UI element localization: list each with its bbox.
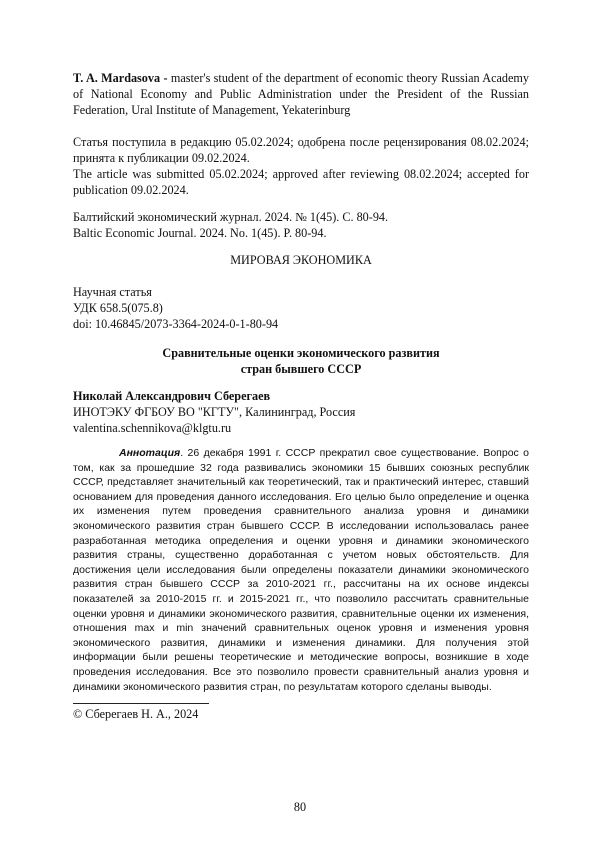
page-number: 80 bbox=[293, 800, 307, 814]
author-note-name: T. A. Mardasova - bbox=[73, 71, 168, 85]
author-note-text: master's student of the department of economic theory Russian Academy of National Economy and Public Administration under the President of the Russian Federation, Ural Institute of Management, Yekaterinburg bbox=[73, 71, 529, 117]
author-note bbox=[73, 70, 529, 118]
author-email: valentina.schennikova@klgtu.ru bbox=[73, 421, 232, 435]
dates-block bbox=[73, 134, 529, 198]
section-heading: МИРОВАЯ ЭКОНОМИКА bbox=[230, 253, 372, 267]
abstract-text: . 26 декабря 1991 г. СССР прекратил свое существование. Вопрос о том, как за прошедшие 32 года развивались экономики 15 бывших союзных республик СССР, представляет значительный как теоретический, так и практический интерес, ставший основанием для проведения данного исследования. Его целью было определение и оценка их изменения путем проведения сравнительного анализа уровня и динамики экономического развития стран бывшего СССР. В исследовании использовалась ранее разработанная методика определения и оценки уровня и динамики экономического развития страны, существенно доработанная с учетом новых обстоятельств. Для достижения цели исследования были определены показатели динамики экономического развития стран бывшего СССР за 2010-2021 гг., рассчитаны на их основе индексы показателей за 2010-2015 гг. и 2015-2021 гг., что позволило рассчитать сравнительные оценки уровня и динамики экономического развития, сравнительные оценки их изменения, отношения max и min значений сравнительных оценок уровня и изменения уровня экономического развития, динамики и изменения динамики. Для получения этой информации были решены теоретические и методические вопросы, возникшие в ходе проведения исследования. Все это позволило провести сравнительный анализ уровня и динамики экономического развития стран, по результатам которого сделаны выводы. bbox=[73, 447, 529, 693]
abstract-label: Аннотация bbox=[119, 447, 181, 459]
dates-en: The article was submitted 05.02.2024; approved after reviewing 08.02.2024; accepted for publication 09.02.2024. bbox=[73, 167, 529, 197]
article-type: Научная статья bbox=[73, 285, 152, 299]
journal-block bbox=[73, 209, 529, 241]
udk: УДК 658.5(075.8) bbox=[73, 301, 163, 315]
title-line-2: стран бывшего СССР bbox=[240, 362, 362, 376]
doi: doi: 10.46845/2073-3364-2024-0-1-80-94 bbox=[73, 317, 279, 331]
author-affiliation: ИНОТЭКУ ФГБОУ ВО "КГТУ", Калининград, Россия bbox=[73, 405, 356, 419]
journal-ru: Балтийский экономический журнал. 2024. № 1(45). С. 80-94. bbox=[73, 210, 389, 224]
title-line-1: Сравнительные оценки экономического развития bbox=[162, 346, 440, 360]
footnote-rule bbox=[73, 703, 209, 704]
copyright: © Сберегаев Н. А., 2024 bbox=[73, 707, 199, 721]
journal-en: Baltic Economic Journal. 2024. No. 1(45). P. 80-94. bbox=[73, 226, 327, 240]
author-name: Николай Александрович Сберегаев bbox=[73, 389, 271, 403]
article-title bbox=[73, 345, 529, 377]
abstract bbox=[73, 446, 529, 694]
author-block bbox=[73, 388, 529, 436]
dates-ru: Статья поступила в редакцию 05.02.2024; одобрена после рецензирования 08.02.2024; принята к публикации 09.02.2024. bbox=[73, 135, 529, 165]
article-meta bbox=[73, 284, 529, 332]
